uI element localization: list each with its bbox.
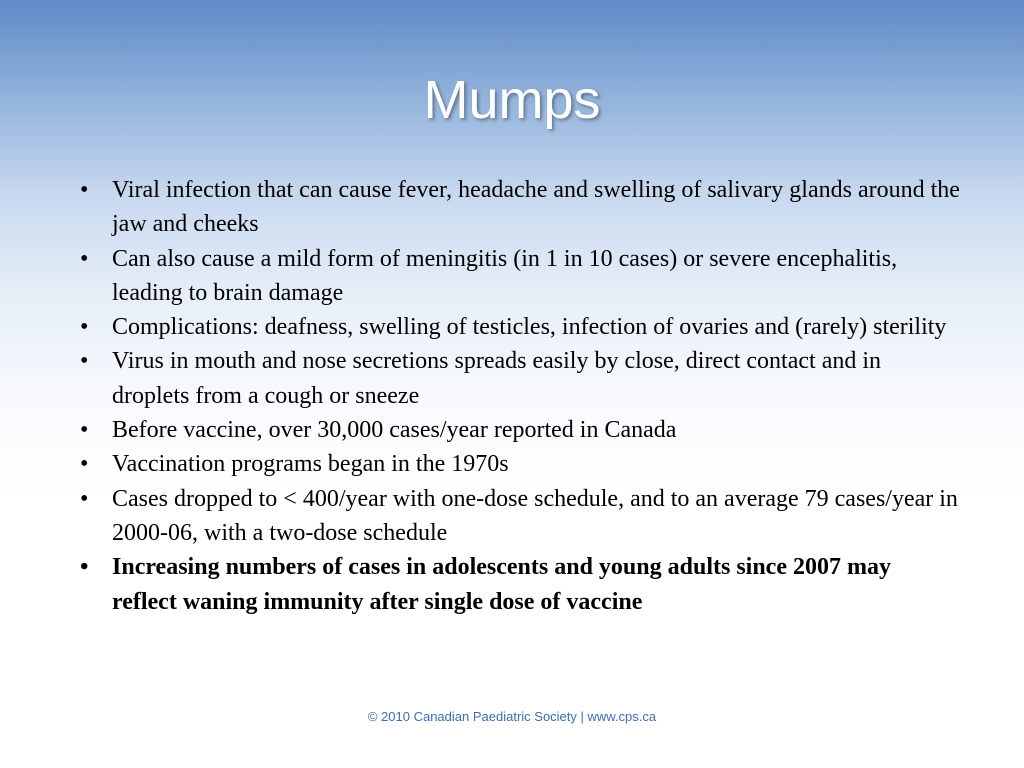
bullet-list <box>80 173 960 619</box>
bullet-item-emphasis <box>80 550 960 619</box>
bullet-text: Increasing numbers of cases in adolescents and young adults since 2007 may reflect waning immunity after single dose of vaccine <box>112 554 891 615</box>
bullet-text: Viral infection that can cause fever, headache and swelling of salivary glands around the jaw and cheeks <box>112 177 960 238</box>
bullet-marker: • <box>80 485 89 512</box>
bullet-item <box>80 344 960 413</box>
bullet-item <box>80 447 960 481</box>
bullet-text: Complications: deafness, swelling of testicles, infection of ovaries and (rarely) sterility <box>112 314 947 341</box>
bullet-text: Vaccination programs began in the 1970s <box>112 451 509 478</box>
bullet-text: Cases dropped to < 400/year with one-dose schedule, and to an average 79 cases/year in 2000-06, with a two-dose schedule <box>112 485 958 546</box>
bullet-marker: • <box>80 451 89 478</box>
bullet-item <box>80 413 960 447</box>
bullet-marker: • <box>80 554 89 581</box>
bullet-text: Before vaccine, over 30,000 cases/year reported in Canada <box>112 417 677 444</box>
bullet-marker: • <box>80 245 89 272</box>
slide-title: Mumps <box>423 70 601 130</box>
bullet-marker: • <box>80 314 89 341</box>
bullet-item <box>80 173 960 242</box>
bullet-item <box>80 310 960 344</box>
bullet-text: Can also cause a mild form of meningitis (in 1 in 10 cases) or severe encephalitis, leading to brain damage <box>112 245 898 306</box>
bullet-marker: • <box>80 348 89 375</box>
bullet-item <box>80 482 960 551</box>
footer-copyright: © 2010 Canadian Paediatric Society | www.cps.ca <box>367 709 657 724</box>
bullet-marker: • <box>80 417 89 444</box>
bullet-marker: • <box>80 177 89 203</box>
bullet-item <box>80 242 960 311</box>
bullet-text: Virus in mouth and nose secretions spreads easily by close, direct contact and in droplets from a cough or sneeze <box>112 348 882 409</box>
